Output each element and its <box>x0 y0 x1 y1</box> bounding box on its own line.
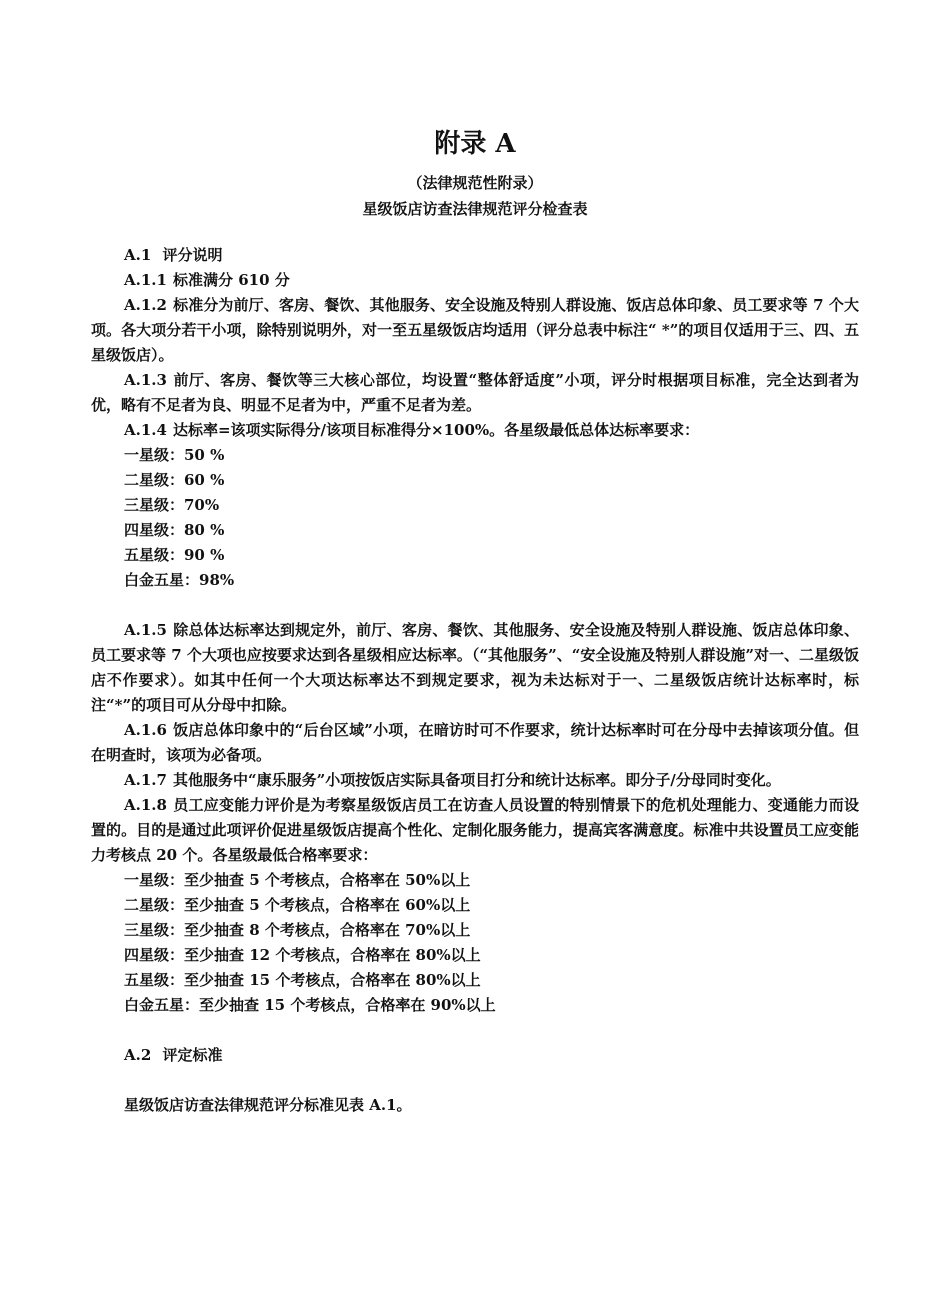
pass-rate-item: 二星级：至少抽查 5 个考核点，合格率在 60%以上 <box>124 896 471 914</box>
rate-item: 五星级：90 % <box>124 546 225 564</box>
rate-item: 白金五星：98% <box>124 571 235 589</box>
clause-text: 前厅、客房、餐饮等三大核心部位，均设置“整体舒适度”小项，评分时根据项目标准，完全达到者为优，略有不足者为良、明显不足者为中，严重不足者为差。 <box>91 371 859 414</box>
clause-number: A.1.6 <box>124 721 167 739</box>
rate-item: 二星级：60 % <box>124 471 225 489</box>
section-title: 评定标准 <box>162 1046 223 1064</box>
spacer <box>91 1068 859 1093</box>
appendix-subtitle: 星级饭店访查法律规范评分检查表 <box>362 200 588 218</box>
pass-rate-item: 三星级：至少抽查 8 个考核点，合格率在 70%以上 <box>124 921 471 939</box>
clause-text: 标准分为前厅、客房、餐饮、其他服务、安全设施及特别人群设施、饭店总体印象、员工要求等 7 个大项。各大项分若干小项，除特别说明外，对一至五星级饭店均适用（评分总表中标注“ *”的项目仅适用于三、四、五星级饭店）。 <box>91 296 859 364</box>
section-heading-a1 <box>91 243 859 268</box>
spacer <box>91 593 859 618</box>
clause-text: 饭店总体印象中的“后台区域”小项，在暗访时可不作要求，统计达标率时可在分母中去掉该项分值。但在明查时，该项为必备项。 <box>91 721 859 764</box>
clause-number: A.1.2 <box>124 296 167 314</box>
document-body <box>91 243 859 1118</box>
section-heading-a2 <box>91 1043 859 1068</box>
clause-number: A.1.7 <box>124 771 167 789</box>
clause-number: A.1.8 <box>124 796 167 814</box>
clause-text: 标准满分 610 分 <box>172 271 290 289</box>
clause-number: A.1.3 <box>124 371 167 389</box>
rate-item: 一星级：50 % <box>124 446 225 464</box>
section-number: A.1 <box>124 246 152 264</box>
pass-rate-item: 四星级：至少抽查 12 个考核点，合格率在 80%以上 <box>124 946 481 964</box>
clause-a118 <box>91 793 859 868</box>
section-title: 评分说明 <box>162 246 223 264</box>
clause-a117 <box>91 768 859 793</box>
clause-number: A.1.5 <box>124 621 167 639</box>
clause-text: 其他服务中“康乐服务”小项按饭店实际具备项目打分和统计达标率。即分子/分母同时变化。 <box>172 771 781 789</box>
clause-number: A.1.4 <box>124 421 167 439</box>
section-number: A.2 <box>124 1046 152 1064</box>
pass-rate-item: 五星级：至少抽查 15 个考核点，合格率在 80%以上 <box>124 971 481 989</box>
clause-a114 <box>91 418 859 443</box>
clause-a112 <box>91 293 859 368</box>
clause-text: 达标率=该项实际得分/该项目标准得分×100%。各星级最低总体达标率要求： <box>172 421 700 439</box>
clause-number: A.1.1 <box>124 271 167 289</box>
clause-text: 员工应变能力评价是为考察星级饭店员工在访查人员设置的特别情景下的危机处理能力、变通能力而设置的。目的是通过此项评价促进星级饭店提高个性化、定制化服务能力，提高宾客满意度。标准中共设置员工应变能力考核点 20 个。各星级最低合格率要求： <box>91 796 859 864</box>
section-a2-text: 星级饭店访查法律规范评分标准见表 A.1。 <box>124 1096 412 1114</box>
appendix-title: 附录 A <box>434 129 516 159</box>
appendix-type: （法律规范性附录） <box>407 174 543 192</box>
clause-a116 <box>91 718 859 768</box>
clause-a115 <box>91 618 859 718</box>
rate-item: 三星级：70% <box>124 496 220 514</box>
clause-a113 <box>91 368 859 418</box>
rate-item: 四星级：80 % <box>124 521 225 539</box>
pass-rate-item: 一星级：至少抽查 5 个考核点，合格率在 50%以上 <box>124 871 471 889</box>
pass-rate-item: 白金五星：至少抽查 15 个考核点，合格率在 90%以上 <box>124 996 496 1014</box>
spacer <box>91 1018 859 1043</box>
clause-text: 除总体达标率达到规定外，前厅、客房、餐饮、其他服务、安全设施及特别人群设施、饭店总体印象、员工要求等 7 个大项也应按要求达到各星级相应达标率。（“其他服务”、“安全设施及特别人群设施”对一、二星级饭店不作要求）。如其中任何一个大项达标率达不到规定要求，视为未达标对于一、二星级饭店统计达标率时，标注“*”的项目可从分母中扣除。 <box>91 621 859 714</box>
clause-a111 <box>91 268 859 293</box>
